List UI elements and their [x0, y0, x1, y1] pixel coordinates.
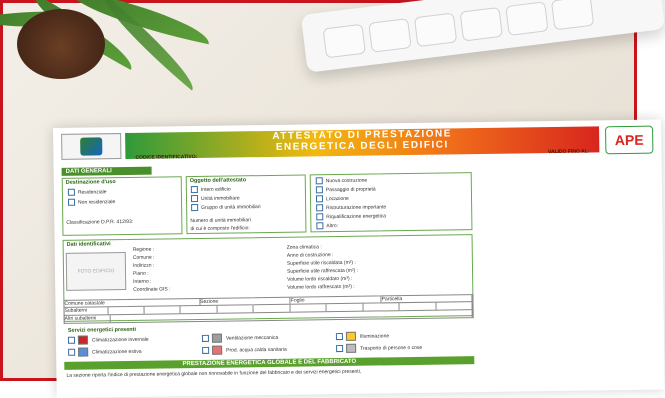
indirizzo-label: Indirizzo :	[132, 262, 155, 269]
vol-raff-label: Volume lordo raffrescato (m³) :	[287, 283, 355, 291]
gruppo-checkbox	[191, 204, 198, 211]
title-band	[125, 126, 599, 159]
riqualificazione-label: Riqualificazione energetica	[326, 213, 387, 221]
doc-title-1: ATTESTATO DI PRESTAZIONE	[272, 128, 452, 142]
piano-label: Piano :	[133, 270, 149, 277]
codice-label: CODICE IDENTIFICATIVO:	[135, 153, 198, 161]
radiator-icon	[78, 336, 88, 345]
unita-checkbox	[191, 195, 198, 202]
foglio-label: Foglio	[290, 297, 305, 304]
comune-cat-label: Comune catastale	[64, 300, 105, 307]
cui-riferito-label: di cui è composto l'edificio:	[190, 225, 250, 233]
ape-logo: APE	[605, 126, 653, 155]
dati-identificativi-label: Dati identificativi	[66, 241, 111, 248]
acqua-checkbox	[202, 347, 209, 354]
nuova-label: Nuova costruzione	[325, 177, 368, 185]
doc-header	[61, 126, 653, 164]
zona-label: Zona climatica :	[286, 244, 322, 251]
ape-document	[53, 120, 665, 398]
clim-inv-label: Climatizzazione invernale	[91, 336, 149, 344]
foto-edificio: FOTO EDIFICIO	[66, 252, 127, 291]
vent-label: Ventilazione meccanica	[225, 334, 279, 342]
classificazione-label: Classificazione D.P.R. 412/93:	[66, 218, 134, 226]
altri-sub-label: Altri subalterni	[64, 315, 97, 322]
trasporto-checkbox	[336, 345, 343, 352]
comune-label: Comune :	[132, 254, 155, 261]
trasporto-label: Trasporto di persone o cose	[360, 344, 423, 352]
prestazione-note: La sezione riporta l'indice di prestazione energetica globale non rinnovabile in funzione del fabbricato e dei servizi energetici presenti,	[66, 368, 362, 379]
residenziale-label: Residenziale	[77, 189, 107, 196]
clim-est-checkbox	[68, 349, 75, 356]
locazione-checkbox	[316, 195, 323, 202]
locazione-label: Locazione	[325, 195, 349, 203]
ristrutturazione-checkbox	[316, 204, 323, 211]
lightbulb-icon	[346, 332, 356, 341]
snowflake-icon	[78, 348, 88, 357]
passaggio-checkbox	[316, 186, 323, 193]
coordinate-label: Coordinate GIS :	[133, 286, 171, 293]
servizi-label: Servizi energetici presenti	[67, 326, 137, 334]
acqua-label: Prod. acqua calda sanitaria	[226, 346, 287, 354]
dati-generali-bar: DATI GENERALI	[62, 167, 152, 176]
anno-label: Anno di costruzione :	[286, 252, 334, 259]
doc-title-2: ENERGETICA DEGLI EDIFICI	[275, 139, 449, 153]
destinazione-label: Destinazione d'uso	[65, 179, 116, 186]
valido-label: VALIDO FINO AL:	[547, 148, 590, 156]
keyboard	[301, 0, 665, 73]
particella-label: Particella	[381, 296, 403, 303]
fan-icon	[212, 334, 222, 343]
residenziale-checkbox	[68, 189, 75, 196]
vent-checkbox	[202, 335, 209, 342]
gruppo-label: Gruppo di unità immobiliari	[201, 204, 261, 211]
altro-checkbox	[316, 222, 323, 229]
altro-label: Altro:	[326, 223, 339, 230]
passaggio-label: Passaggio di proprietà	[325, 186, 376, 194]
non-residenziale-label: Non residenziale	[78, 199, 116, 206]
sup-risc-label: Superficie utile riscaldata (m²) :	[286, 259, 356, 267]
riqualificazione-checkbox	[316, 213, 323, 220]
numero-label: Numero di unità immobiliari	[190, 217, 251, 225]
regione-label: Regione :	[132, 246, 155, 253]
illum-checkbox	[336, 333, 343, 340]
oggetto-label: Oggetto dell'attestato	[189, 177, 247, 185]
sezione-label: Sezione	[200, 298, 219, 305]
sup-raff-label: Superficie utile raffrescata (m²) :	[286, 267, 359, 275]
intero-edificio-label: Intero edificio	[200, 186, 231, 193]
subalterni-label: Subalterni	[64, 307, 88, 314]
nuova-checkbox	[316, 177, 323, 184]
ristrutturazione-label: Ristrutturazione importante	[326, 204, 387, 212]
unita-label: Unità immobiliare	[200, 195, 240, 202]
clim-est-label: Climatizzazione estiva	[92, 348, 142, 356]
interno-label: Interno :	[133, 278, 152, 285]
elevator-icon	[346, 344, 356, 353]
illum-label: Illuminazione	[359, 333, 390, 340]
clim-inv-checkbox	[68, 337, 75, 344]
vol-risc-label: Volume lordo riscaldato (m³) :	[287, 275, 353, 283]
prestazione-bar: PRESTAZIONE ENERGETICA GLOBALE E DEL FABBRICATO	[64, 356, 474, 370]
logo	[61, 133, 121, 160]
catasto-grid	[63, 294, 473, 326]
intero-edificio-checkbox	[191, 186, 198, 193]
non-residenziale-checkbox	[68, 199, 75, 206]
water-heater-icon	[212, 346, 222, 355]
